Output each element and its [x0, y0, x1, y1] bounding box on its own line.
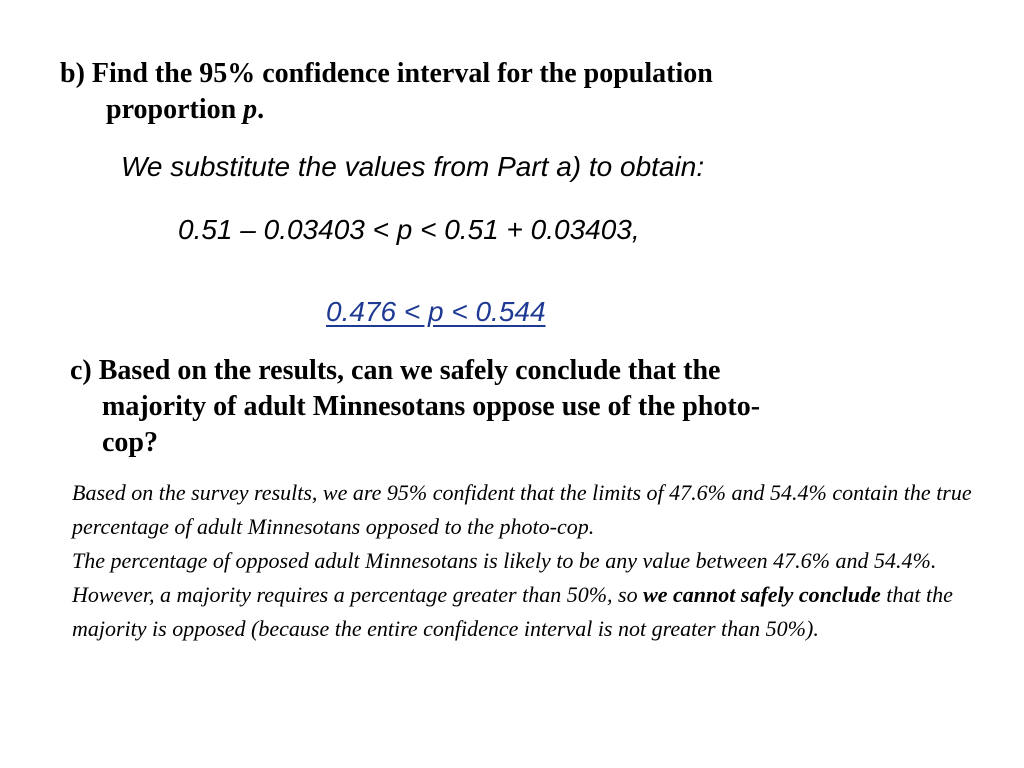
answer-text [72, 476, 982, 646]
question-c-line-2: majority of adult Minnesotans oppose use of the photo- [102, 391, 761, 422]
substitute-text: We substitute the values from Part a) to obtain: [121, 151, 705, 182]
question-b-variable: p [243, 94, 258, 125]
answer-paragraph-2-end: that the majority is opposed (because the entire confidence interval is not greater than 50%). [72, 582, 953, 641]
question-b-middle: confidence interval for the population [255, 58, 713, 89]
question-b [60, 56, 920, 128]
question-c-line-3: cop? [102, 427, 158, 458]
result-interval: 0.476 < p < 0.544 [326, 296, 546, 327]
answer-conclusion-bold: we cannot safely conclude [643, 582, 881, 607]
question-b-line-2 [60, 92, 920, 128]
question-c [70, 353, 950, 461]
answer-paragraph-2-start: The percentage of opposed adult Minnesotans is likely to be any value between 47.6% and 54.4%. However, a majority requires a percentage greater than 50%, so [72, 548, 937, 607]
question-b-prefix: b) Find the [60, 58, 200, 89]
answer-paragraph-2 [72, 544, 982, 646]
question-c-line-1: c) Based on the results, can we safely conclude that the [70, 355, 721, 386]
question-b-percent: 95% [199, 58, 256, 89]
question-b-line2-prefix: proportion [106, 94, 244, 125]
question-b-line-1 [60, 56, 920, 92]
answer-paragraph-1: Based on the survey results, we are 95% confident that the limits of 47.6% and 54.4% contain the true percentage of adult Minnesotans opposed to the photo-cop. [72, 480, 972, 539]
question-b-end: . [257, 94, 265, 125]
inequality-text: 0.51 – 0.03403 < p < 0.51 + 0.03403, [178, 214, 640, 245]
